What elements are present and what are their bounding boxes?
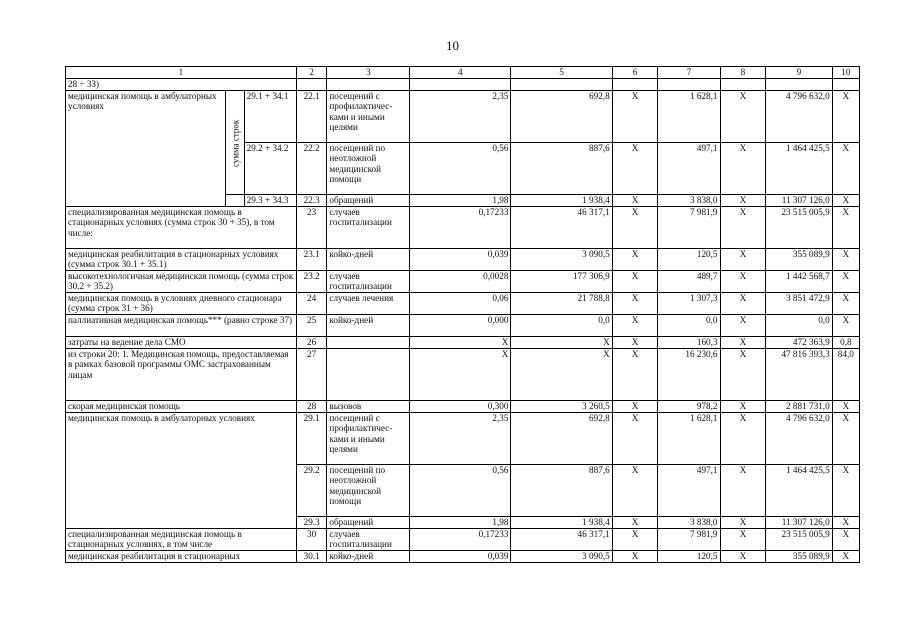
cell-col5: 1 938,4 [511,517,612,529]
cell-name: специализированная медицинская помощь в стационарных условиях (сумма строк 30 + 35), в том числе: [66,207,297,249]
cell-col9: 23 515 005,9 [766,529,832,551]
cell-col4: 1,98 [410,517,511,529]
cell-col4: 2,35 [410,91,511,143]
cell-unit: обращений [327,517,410,529]
cell-code: 22.3 [296,195,326,207]
cell-col7: 120,5 [658,249,720,271]
cell-col6: Х [612,91,658,143]
cell-name: 28 ÷ 33) [66,79,297,91]
cell-code: 30.1 [296,551,326,563]
cell-empty [410,79,511,91]
cell-code: 23.2 [296,271,326,293]
cell-col6: Х [612,249,658,271]
header-cell: 1 [66,67,297,79]
cell-code: 30 [296,529,326,551]
cell-name: медицинская реабилитация в стационарных [66,551,297,563]
cell-col6: Х [612,349,658,401]
cell-col10: Х [832,551,859,563]
cell-col4: 1,98 [410,195,511,207]
cell-col9: 4 796 632,0 [766,413,832,465]
cell-col10: Х [832,517,859,529]
cell-col8: Х [720,207,766,249]
cell-col5: 3 090,5 [511,551,612,563]
cell-col10: 84,0 [832,349,859,401]
cell-col5: Х [511,349,612,401]
table-row [66,349,860,401]
cell-col8: Х [720,337,766,349]
cell-col6: Х [612,271,658,293]
cell-code: 24 [296,293,326,315]
header-cell: 4 [410,67,511,79]
cell-col4: 0,56 [410,465,511,517]
table-row [66,271,860,293]
table-row [66,529,860,551]
cell-code: 25 [296,315,326,337]
cell-col9: 1 442 568,7 [766,271,832,293]
cell-col10: Х [832,529,859,551]
cell-col6: Х [612,465,658,517]
cell-col7: 489,7 [658,271,720,293]
cell-col7: 160,3 [658,337,720,349]
cell-code: 22.2 [296,143,326,195]
cell-col5: 3 090,5 [511,249,612,271]
cell-col10: Х [832,207,859,249]
cell-col7: 0,0 [658,315,720,337]
cell-col4: 0,06 [410,293,511,315]
header-cell: 10 [832,67,859,79]
cell-name: затраты на ведение дела СМО [66,337,297,349]
cell-col7: 978,2 [658,401,720,413]
cell-col6: Х [612,413,658,465]
cell-col9: 472 363,9 [766,337,832,349]
cell-col8: Х [720,465,766,517]
header-cell: 6 [612,67,658,79]
cell-empty [327,79,410,91]
cell-unit: обращений [327,195,410,207]
table-row [66,249,860,271]
cell-unit [327,349,410,401]
cell-col10: Х [832,465,859,517]
cell-empty [832,79,859,91]
cell-col6: Х [612,207,658,249]
cell-unit: случаев госпитализации [327,271,410,293]
cell-col10: Х [832,195,859,207]
cell-col4: 0,17233 [410,207,511,249]
header-cell: 3 [327,67,410,79]
table-row [66,551,860,563]
cell-col9: 4 796 632,0 [766,91,832,143]
cell-col9: 1 464 425,5 [766,143,832,195]
cell-col9: 23 515 005,9 [766,207,832,249]
cell-col10: Х [832,293,859,315]
cell-empty [226,195,245,207]
cell-col8: Х [720,249,766,271]
table-row [66,315,860,337]
cell-col8: Х [720,401,766,413]
cell-col10: Х [832,401,859,413]
cell-unit: посещений по неотложной медицинской помощи [327,465,410,517]
cell-col9: 355 089,9 [766,551,832,563]
cell-col8: Х [720,517,766,529]
cell-col4: 0,56 [410,143,511,195]
cell-col10: Х [832,271,859,293]
table-row [66,337,860,349]
cell-col4: Х [410,337,511,349]
cell-name: из строки 20: 1. Медицинская помощь, предоставляемая в рамках базовой программы ОМС застрахованным лицам [66,349,297,401]
cell-col7: 1 628,1 [658,413,720,465]
cell-col7: 1 307,3 [658,293,720,315]
cell-col7: 3 838,0 [658,517,720,529]
cell-col7: 16 230,6 [658,349,720,401]
cell-col10: Х [832,315,859,337]
cell-col5: 887,6 [511,465,612,517]
cell-col5: 887,6 [511,143,612,195]
table-row [66,293,860,315]
cell-col5: 177 306,9 [511,271,612,293]
table-row [66,91,860,143]
table-row [66,401,860,413]
cell-col4: 0,300 [410,401,511,413]
cell-code: 22.1 [296,91,326,143]
cell-col6: Х [612,315,658,337]
cell-empty [296,79,326,91]
cell-col6: Х [612,517,658,529]
cell-col8: Х [720,271,766,293]
cell-col8: Х [720,143,766,195]
cell-col5: 21 788,8 [511,293,612,315]
table-row [66,207,860,249]
cell-col7: 3 838,0 [658,195,720,207]
cell-sum: 29.3 + 34.3 [244,195,296,207]
cell-name: высокотехнологичная медицинская помощь (сумма строк 30.2 + 35.2) [66,271,297,293]
header-cell: 5 [511,67,612,79]
cell-col7: 7 981,9 [658,207,720,249]
cell-sum: 29.1 + 34.1 [244,91,296,143]
tariff-table [65,66,860,563]
cell-empty [658,79,720,91]
cell-code: 28 [296,401,326,413]
cell-name: медицинская помощь в амбулаторных условиях [66,91,226,207]
cell-unit [327,337,410,349]
header-cell: 9 [766,67,832,79]
cell-name: медицинская реабилитация в стационарных условиях (сумма строк 30.1 + 35.1) [66,249,297,271]
cell-unit: посещений с профилактичес-ками и иными целями [327,91,410,143]
cell-code: 29.2 [296,465,326,517]
cell-col7: 497,1 [658,143,720,195]
cell-col10: Х [832,413,859,465]
cell-unit: койко-дней [327,551,410,563]
cell-name: скорая медицинская помощь [66,401,297,413]
cell-unit: посещений с профилактичес-ками и иными целями [327,413,410,465]
cell-col5: 46 317,1 [511,529,612,551]
cell-col9: 355 089,9 [766,249,832,271]
cell-unit: койко-дней [327,249,410,271]
cell-col7: 7 981,9 [658,529,720,551]
cell-col9: 47 816 393,3 [766,349,832,401]
cell-col5: Х [511,337,612,349]
header-cell: 8 [720,67,766,79]
cell-col6: Х [612,143,658,195]
cell-col8: Х [720,315,766,337]
page-number: 10 [446,38,459,53]
cell-col4: 2,35 [410,413,511,465]
cell-col5: 0,0 [511,315,612,337]
cell-empty [612,79,658,91]
cell-col5: 3 260,5 [511,401,612,413]
cell-col8: Х [720,91,766,143]
header-cell: 2 [296,67,326,79]
cell-col5: 1 938,4 [511,195,612,207]
cell-col8: Х [720,195,766,207]
cell-empty [720,79,766,91]
cell-sum: 29.2 + 34.2 [244,143,296,195]
cell-empty [511,79,612,91]
cell-col7: 1 628,1 [658,91,720,143]
cell-name: паллиативная медицинская помощь*** (равно строке 37) [66,315,297,337]
cell-col8: Х [720,349,766,401]
cell-col10: 0,8 [832,337,859,349]
cell-col9: 1 464 425,5 [766,465,832,517]
cell-col8: Х [720,293,766,315]
cell-unit: случаев лечения [327,293,410,315]
cell-col4: 0,039 [410,551,511,563]
cell-col6: Х [612,337,658,349]
cell-code: 27 [296,349,326,401]
cell-col4: Х [410,349,511,401]
header-cell: 7 [658,67,720,79]
cell-col10: Х [832,143,859,195]
cell-col7: 497,1 [658,465,720,517]
sum-label: сумма строк [226,91,245,195]
cell-unit: случаев госпитализации [327,529,410,551]
cell-col9: 0,0 [766,315,832,337]
table-row [66,79,860,91]
cell-col6: Х [612,293,658,315]
cell-col10: Х [832,91,859,143]
table-row [66,413,860,465]
cell-col9: 2 881 731,0 [766,401,832,413]
cell-unit: посещений по неотложной медицинской помощи [327,143,410,195]
cell-name: медицинская помощь в амбулаторных условиях [66,413,297,529]
cell-code: 23 [296,207,326,249]
cell-code: 23.1 [296,249,326,271]
cell-col8: Х [720,551,766,563]
cell-code: 29.1 [296,413,326,465]
cell-code: 29.3 [296,517,326,529]
cell-col9: 11 307 126,0 [766,195,832,207]
cell-name: медицинская помощь в условиях дневного стационара (сумма строк 31 + 36) [66,293,297,315]
header-row [66,67,860,79]
cell-col9: 3 851 472,9 [766,293,832,315]
cell-col10: Х [832,249,859,271]
cell-unit: койко-дней [327,315,410,337]
cell-col6: Х [612,195,658,207]
cell-col9: 11 307 126,0 [766,517,832,529]
cell-col4: 0,0028 [410,271,511,293]
cell-unit: вызовов [327,401,410,413]
cell-col8: Х [720,529,766,551]
cell-col6: Х [612,529,658,551]
cell-col5: 46 317,1 [511,207,612,249]
cell-col7: 120,5 [658,551,720,563]
cell-col4: 0,039 [410,249,511,271]
cell-col5: 692,8 [511,91,612,143]
cell-col5: 692,8 [511,413,612,465]
cell-empty [766,79,832,91]
cell-col4: 0,17233 [410,529,511,551]
cell-name: специализированная медицинская помощь в стационарных условиях, в том числе [66,529,297,551]
cell-col6: Х [612,401,658,413]
cell-unit: случаев госпитализации [327,207,410,249]
cell-col6: Х [612,551,658,563]
cell-code: 26 [296,337,326,349]
cell-col8: Х [720,413,766,465]
cell-col4: 0,000 [410,315,511,337]
